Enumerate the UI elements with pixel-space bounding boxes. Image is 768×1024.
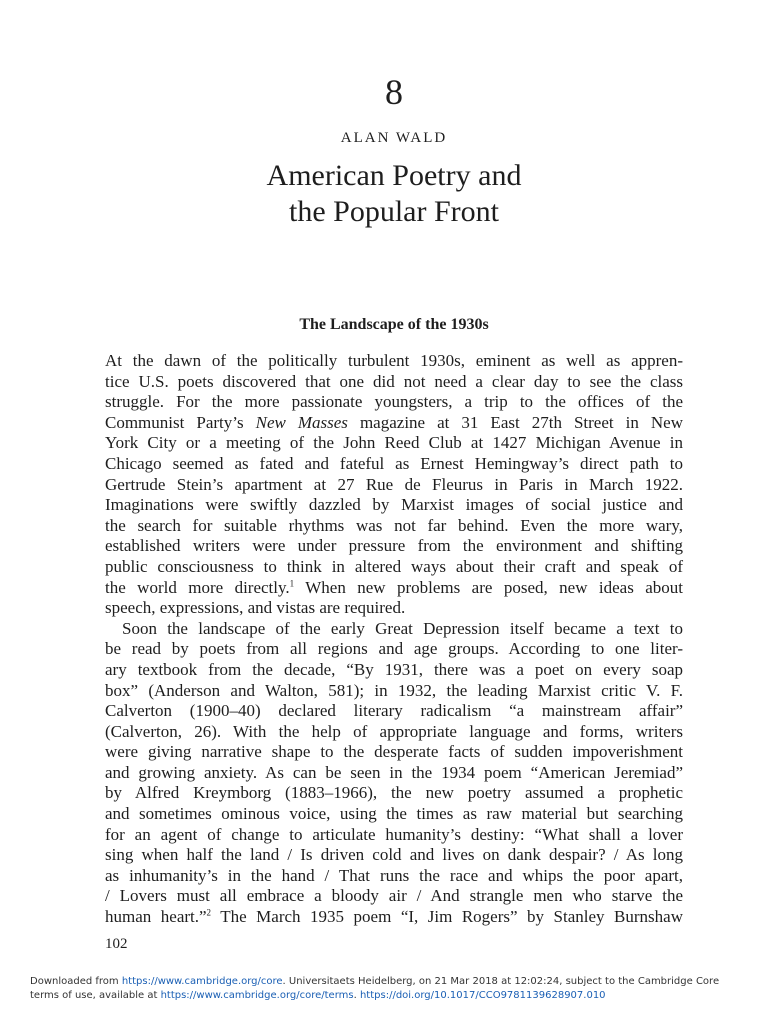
text-line: Chicago seemed as fated and fateful as Ernest Hemingway’s direct path to bbox=[105, 453, 683, 473]
text-line: and sometimes ominous voice, using the times as raw material but searching bbox=[105, 804, 683, 824]
text-segment: the world more directly. bbox=[105, 577, 290, 597]
text-segment: magazine at 31 East 27th Street in New bbox=[347, 412, 683, 432]
text-line: the search for suitable rhythms was not far behind. Even the more wary, bbox=[105, 515, 683, 535]
text-line: York City or a meeting of the John Reed Club at 1427 Michigan Avenue in bbox=[105, 433, 683, 453]
italic-title: New Masses bbox=[255, 412, 348, 432]
text-line: box” (Anderson and Walton, 581); in 1932, the leading Marxist critic V. F. bbox=[105, 680, 683, 700]
text-segment: The March 1935 poem “I, Jim Rogers” by Stanley Burnshaw bbox=[211, 907, 683, 927]
text-line: Gertrude Stein’s apartment at 27 Rue de Fleurus in Paris in March 1922. bbox=[105, 474, 683, 494]
text-line: Soon the landscape of the early Great Depression itself became a text to bbox=[122, 618, 683, 638]
footnote-marker[interactable]: 2 bbox=[206, 907, 212, 918]
footer-line-1 bbox=[30, 975, 750, 989]
text-line bbox=[105, 907, 683, 928]
cambridge-core-link[interactable]: https://www.cambridge.org/core bbox=[121, 976, 283, 987]
chapter-title-line-1: American Poetry and bbox=[266, 159, 522, 192]
terms-link[interactable]: https://www.cambridge.org/core/terms bbox=[160, 990, 354, 1001]
text-segment: human heart.” bbox=[105, 907, 207, 927]
text-line: struggle. For the more passionate youngsters, a trip to the offices of the bbox=[105, 392, 683, 412]
text-line: At the dawn of the politically turbulent 1930s, eminent as well as appren- bbox=[105, 351, 683, 370]
footer-text: . Universitaets Heidelberg, on 21 Mar 2018 at 12:02:24, subject to the Cambridge Core bbox=[282, 976, 720, 987]
text-line: as inhumanity’s in the hand / That runs the race and whips the poor apart, bbox=[105, 865, 683, 885]
text-line: (Calverton, 26). With the help of appropriate language and forms, writers bbox=[105, 721, 683, 741]
download-footer bbox=[30, 975, 750, 1003]
body-text bbox=[105, 351, 683, 928]
text-line: be read by poets from all regions and age groups. According to one liter- bbox=[105, 639, 683, 659]
footer-line-2 bbox=[30, 989, 750, 1003]
footer-text: Downloaded from bbox=[30, 976, 122, 987]
footer-text: terms of use, available at bbox=[30, 990, 161, 1001]
text-line: for an agent of change to articulate humanity’s destiny: “What shall a lover bbox=[105, 824, 683, 844]
chapter-title-line-2: the Popular Front bbox=[289, 195, 499, 228]
text-line: by Alfred Kreymborg (1883–1966), the new poetry assumed a prophetic bbox=[105, 783, 683, 803]
text-line: public consciousness to think in altered ways about their craft and speak of bbox=[105, 556, 683, 576]
text-line: tice U.S. poets discovered that one did not need a clear day to see the class bbox=[105, 371, 683, 391]
text-line: established writers were under pressure from the environment and shifting bbox=[105, 536, 683, 556]
section-heading: The Landscape of the 1930s bbox=[299, 316, 489, 333]
text-line: speech, expressions, and vistas are required. bbox=[105, 598, 406, 618]
footer-text: . bbox=[353, 990, 360, 1001]
text-line: and growing anxiety. As can be seen in the 1934 poem “American Jeremiad” bbox=[105, 762, 683, 782]
text-segment: When new problems are posed, new ideas about bbox=[294, 577, 683, 597]
text-line bbox=[105, 578, 683, 599]
text-line: sing when half the land / Is driven cold and lives on dank despair? / As long bbox=[105, 845, 683, 865]
text-segment: Communist Party’s bbox=[105, 412, 256, 432]
text-line: Calverton (1900–40) declared literary radicalism “a mainstream affair” bbox=[105, 701, 683, 721]
text-line: / Lovers must all embrace a bloody air / And strangle men who starve the bbox=[105, 886, 683, 906]
chapter-number: 8 bbox=[385, 72, 403, 112]
chapter-title bbox=[0, 158, 768, 230]
footnote-marker[interactable]: 1 bbox=[289, 577, 295, 588]
text-line bbox=[105, 413, 683, 434]
page-number: 102 bbox=[105, 936, 128, 952]
chapter-author: ALAN WALD bbox=[340, 130, 448, 146]
text-line: ary textbook from the decade, “By 1931, there was a poet on every soap bbox=[105, 659, 683, 679]
text-line: were giving narrative shape to the desperate facts of sudden impoverishment bbox=[105, 742, 683, 762]
doi-link[interactable]: https://doi.org/10.1017/CCO9781139628907.010 bbox=[359, 990, 606, 1001]
text-line: Imaginations were swiftly dazzled by Marxist images of social justice and bbox=[105, 495, 683, 515]
